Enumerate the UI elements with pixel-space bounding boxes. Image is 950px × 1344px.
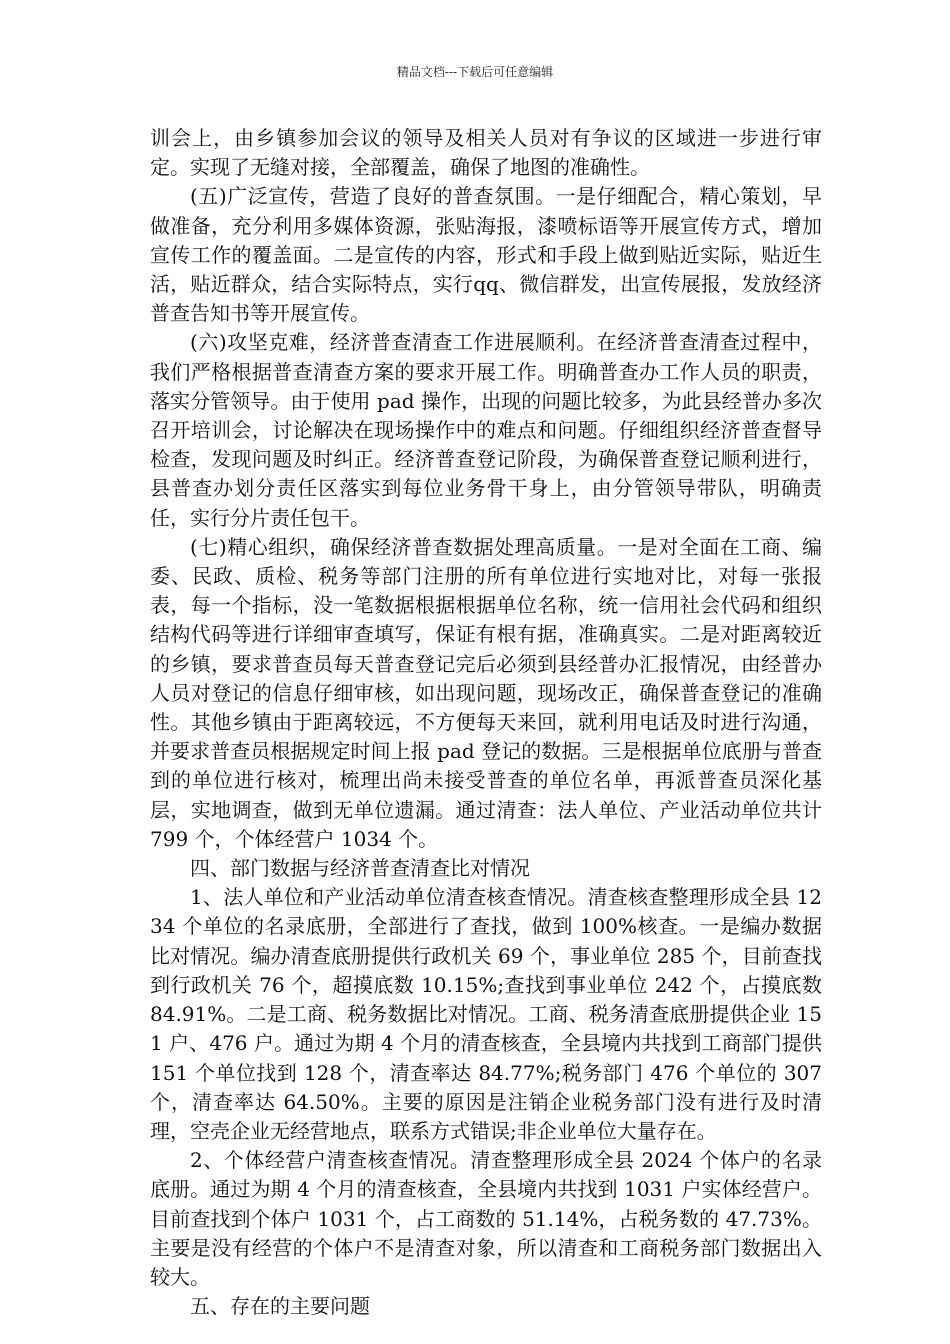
section-heading-comparison: 四、部门数据与经济普查清查比对情况 bbox=[190, 856, 530, 881]
page-header: 精品文档---下载后可任意编辑 bbox=[396, 65, 554, 79]
section-heading-main-problems: 五、存在的主要问题 bbox=[190, 1294, 370, 1319]
paragraph-individual-business-check: 2、个体经营户清查核查情况。清查整理形成全县 2024 个体户的名录底册。通过为期 4 个月的清查核查，全县境内共找到 1031 户实体经营户。目前查找到个体户 1031 个，占工商数的 51.14%，占税务数的 47.73%。主要是没有经营的个体户不是清查对象，所以清查和工商税务部门数据出入较大。 bbox=[150, 1148, 822, 1289]
paragraph-legal-units-check: 1、法人单位和产业活动单位清查核查情况。清查核查整理形成全县 1234 个单位的名录底册，全部进行了查找，做到 100%核查。一是编办数据比对情况。编办清查底册提供行政机关 69 个，事业单位 285 个，目前查找到行政机关 76 个，超摸底数 10.15%;查找到事业单位 242 个，占摸底数 84.91%。二是工商、税务数据比对情况。工商、税务清查底册提供企业 151 户、476 户。通过为期 4 个月的清查核查，全县境内共找到工商部门提供 151 个单位找到 128 个，清查率达 84.77%;税务部门 476 个单位的 307 个，清查率达 64.50%。主要的原因是注销企业税务部门没有进行及时清理，空壳企业无经营地点，联系方式错误;非企业单位大量存在。 bbox=[150, 885, 822, 1143]
paragraph-continuation: 训会上，由乡镇参加会议的领导及相关人员对有争议的区域进一步进行审定。实现了无缝对接，全部覆盖，确保了地图的准确性。 bbox=[150, 126, 822, 180]
document-body bbox=[150, 124, 822, 1321]
paragraph-data-processing: (七)精心组织，确保经济普查数据处理高质量。一是对全面在工商、编委、民政、质检、税务等部门注册的所有单位进行实地对比，对每一张报表，每一个指标，没一笔数据根据根据单位名称，统一信用社会代码和组织结构代码等进行详细审查填写，保证有根有据，准确真实。二是对距离较近的乡镇，要求普查员每天普查登记完后必须到县经普办汇报情况，由经普办人员对登记的信息仔细审核，如出现问题，现场改正，确保普查登记的准确性。其他乡镇由于距离较远，不方便每天来回，就利用电话及时进行沟通，并要求普查员根据规定时间上报 pad 登记的数据。三是根据单位底册与普查到的单位进行核对，梳理出尚未接受普查的单位名单，再派普查员深化基层，实地调查，做到无单位遗漏。通过清查：法人单位、产业活动单位共计 799 个，个体经营户 1034 个。 bbox=[150, 534, 822, 851]
paragraph-publicity: (五)广泛宣传，营造了良好的普查氛围。一是仔细配合，精心策划，早做准备，充分利用多媒体资源，张贴海报，漆喷标语等开展宣传方式，增加宣传工作的覆盖面。二是宣传的内容，形式和手段上做到贴近实际，贴近生活，贴近群众，结合实际特点，实行qq、微信群发，出宣传展报，发放经济普查告知书等开展宣传。 bbox=[150, 184, 822, 326]
paragraph-overcome-difficulties: (六)攻坚克难，经济普查清查工作进展顺利。在经济普查清查过程中，我们严格根据普查清查方案的要求开展工作。明确普查办工作人员的职责，落实分管领导。由于使用 pad 操作，出现的问题比较多，为此县经普办多次召开培训会，讨论解决在现场操作中的难点和问题。仔细组织经济普查督导检查，发现问题及时纠正。经济普查登记阶段，为确保普查登记顺利进行，县普查办划分责任区落实到每位业务骨干身上，由分管领导带队，明确责任，实行分片责任包干。 bbox=[150, 330, 822, 530]
